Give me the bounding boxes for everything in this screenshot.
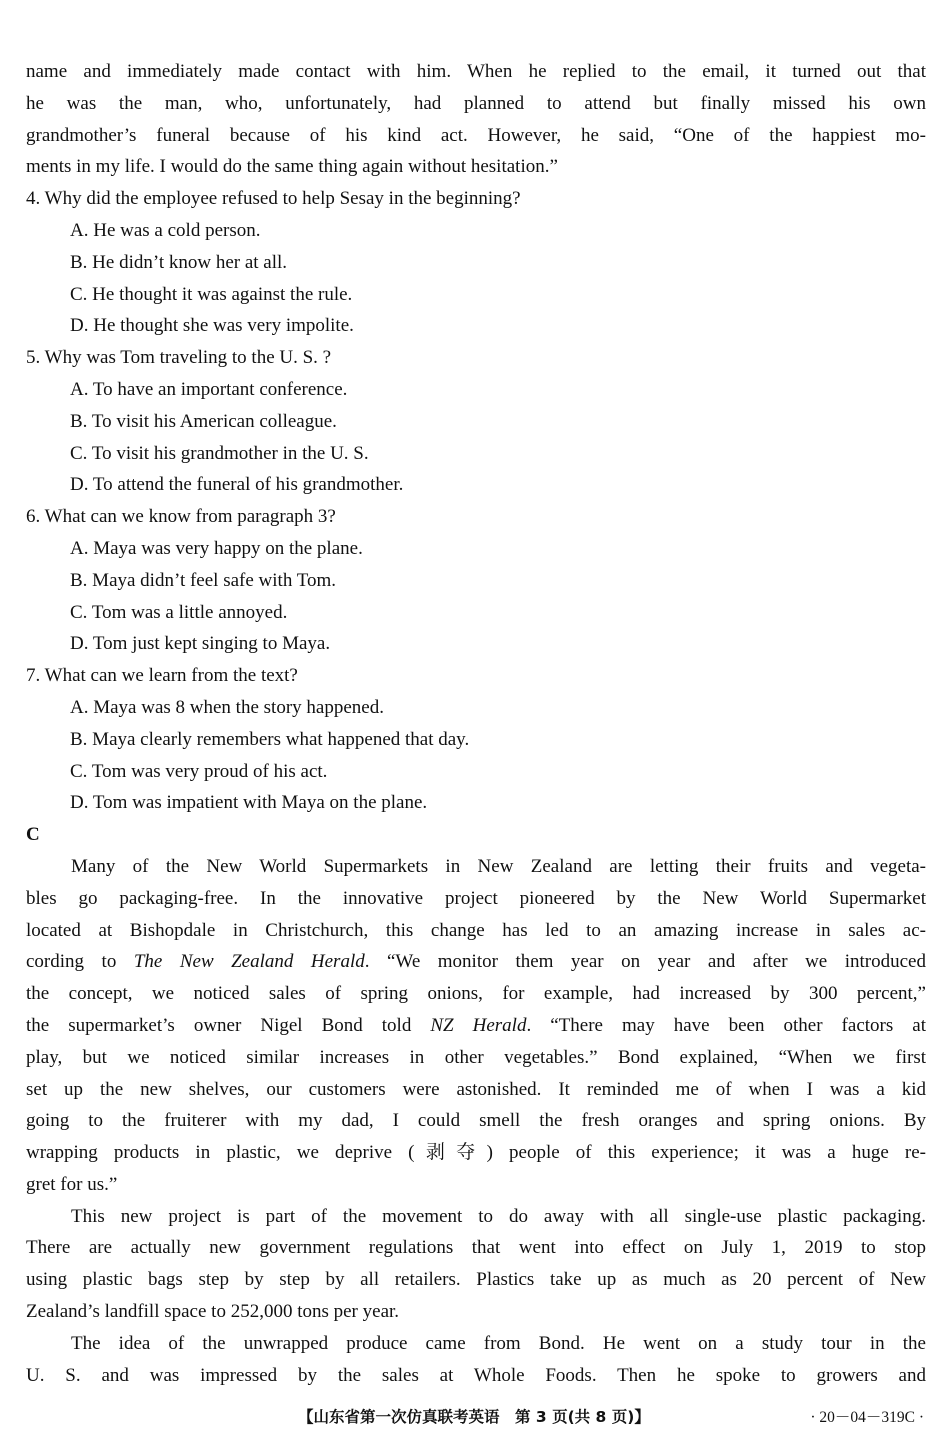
option-a: A. He was a cold person.: [70, 219, 261, 241]
option-d: D. Tom just kept singing to Maya.: [70, 633, 331, 655]
option-a: A. To have an important conference.: [70, 378, 348, 400]
newspaper-title: The New Zealand Herald: [133, 951, 365, 973]
text-line: [26, 1010, 926, 1042]
text-line: using plastic bags step by step by all retailers. Plastics take up as much as 20 percent of New: [26, 1269, 926, 1291]
text-line: There are actually new government regulations that went into effect on July 1, 2019 to stop: [26, 1237, 926, 1259]
text-line: bles go packaging-free. In the innovative project pioneered by the New World Supermarket: [26, 887, 926, 909]
text-line: he was the man, who, unfortunately, had planned to attend but finally missed his own: [26, 92, 926, 114]
text-line: [26, 946, 926, 978]
text-segment: cording to: [26, 951, 134, 973]
text-line: name and immediately made contact with him. When he replied to the email, it turned out that: [26, 61, 926, 82]
passage-c-paragraph-1: [26, 851, 926, 1201]
question-7: [26, 660, 926, 819]
question-6: [26, 501, 926, 660]
passage-c-paragraph-2: [26, 1201, 926, 1328]
question-stem: 7. What can we learn from the text?: [26, 665, 298, 687]
text-segment: . “We monitor them year on year and after we introduced: [364, 951, 926, 973]
text-line: This new project is part of the movement to do away with all single-use plastic packaging.: [71, 1205, 926, 1227]
text-line: the concept, we noticed sales of spring onions, for example, had increased by 300 percent,”: [26, 983, 926, 1005]
text-line: The idea of the unwrapped produce came from Bond. He went on a study tour in the: [71, 1332, 926, 1354]
option-c: C. To visit his grandmother in the U. S.: [70, 442, 369, 464]
question-stem: 5. Why was Tom traveling to the U. S. ?: [26, 347, 332, 369]
option-d: D. He thought she was very impolite.: [70, 315, 354, 337]
question-stem: 6. What can we know from paragraph 3?: [26, 506, 336, 528]
text-line: gret for us.”: [26, 1173, 118, 1195]
option-d: D. Tom was impatient with Maya on the plane.: [70, 792, 428, 814]
section-heading: C: [26, 824, 40, 846]
option-c: C. Tom was very proud of his act.: [70, 760, 328, 782]
passage-c-paragraph-3: [26, 1328, 926, 1392]
newspaper-title: NZ Herald: [430, 1014, 527, 1036]
question-stem: 4. Why did the employee refused to help Sesay in the beginning?: [26, 188, 521, 210]
footer-code: · 20－04－319C ·: [810, 1409, 924, 1426]
option-c: C. He thought it was against the rule.: [70, 283, 353, 305]
text-line: located at Bishopdale in Christchurch, this change has led to an amazing increase in sales ac-: [26, 919, 926, 941]
text-line: going to the fruiterer with my dad, I could smell the fresh oranges and spring onions. By: [26, 1110, 926, 1132]
text-segment: . “There may have been other factors at: [526, 1014, 926, 1036]
option-d: D. To attend the funeral of his grandmother.: [70, 474, 404, 496]
text-line: grandmother’s funeral because of his kind act. However, he said, “One of the happiest mo-: [26, 124, 926, 146]
text-segment: the supermarket’s owner Nigel Bond told: [26, 1014, 431, 1036]
option-b: B. He didn’t know her at all.: [70, 251, 288, 273]
option-b: B. Maya clearly remembers what happened that day.: [70, 728, 470, 750]
option-a: A. Maya was 8 when the story happened.: [70, 696, 384, 718]
text-line: set up the new shelves, our customers were astonished. It reminded me of when I was a kid: [26, 1078, 926, 1100]
question-4: [26, 183, 926, 342]
passage-continued: [26, 56, 926, 183]
option-b: B. Maya didn’t feel safe with Tom.: [70, 569, 337, 591]
text-line: play, but we noticed similar increases in other vegetables.” Bond explained, “When we first: [26, 1046, 926, 1068]
text-line: wrapping products in plastic, we deprive (剥夺) people of this experience; it was a huge re-: [26, 1142, 926, 1164]
text-line: Zealand’s landfill space to 252,000 tons per year.: [26, 1301, 400, 1323]
text-line: U. S. and was impressed by the sales at Whole Foods. Then he spoke to growers and: [26, 1364, 926, 1386]
page-content: [26, 56, 926, 1391]
text-line: ments in my life. I would do the same thing again without hesitation.”: [26, 156, 558, 178]
footer-exam-info: 【山东省第一次仿真联考英语 第 3 页(共 8 页)】: [298, 1408, 650, 1426]
option-a: A. Maya was very happy on the plane.: [70, 537, 363, 559]
option-c: C. Tom was a little annoyed.: [70, 601, 288, 623]
question-5: [26, 342, 926, 501]
text-line: Many of the New World Supermarkets in New Zealand are letting their fruits and vegeta-: [71, 855, 926, 877]
page-footer: [0, 1405, 950, 1427]
option-b: B. To visit his American colleague.: [70, 410, 337, 432]
